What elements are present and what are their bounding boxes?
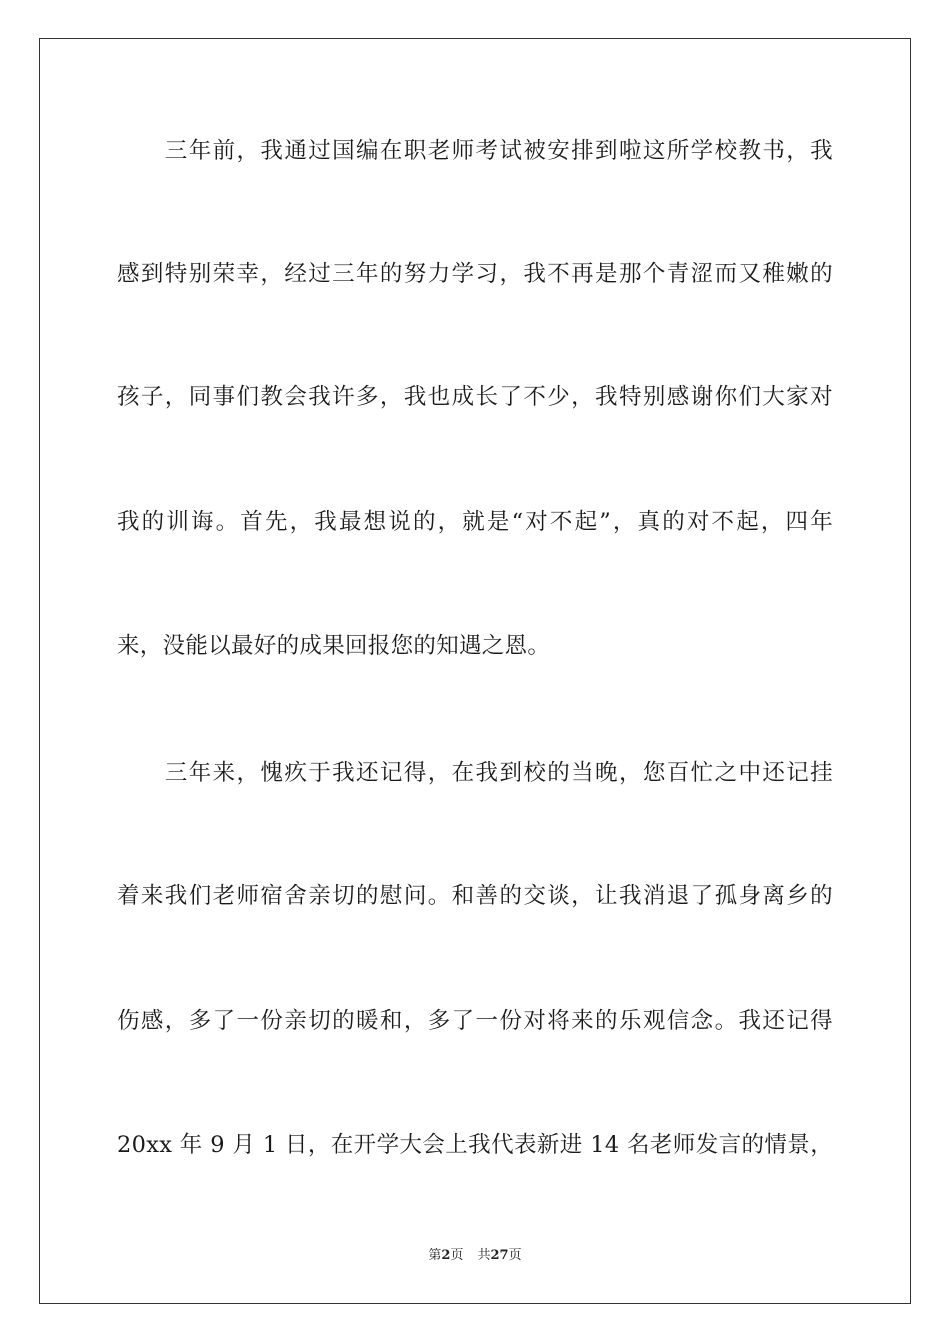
page-prefix: 第: [428, 1248, 442, 1263]
total-prefix: 共: [477, 1248, 491, 1263]
paragraph-line: 孩子，同事们教会我许多，我也成长了不少，我特别感谢你们大家对: [117, 384, 833, 410]
paragraph-line: 三年来，愧疚于我还记得，在我到校的当晚，您百忙之中还记挂: [117, 760, 833, 786]
paragraph-line: 三年前，我通过国编在职老师考试被安排到啦这所学校教书，我: [117, 138, 833, 164]
page-border: [39, 38, 911, 1304]
page-suffix: 页: [450, 1248, 464, 1263]
paragraph-line: 伤感，多了一份亲切的暖和，多了一份对将来的乐观信念。我还记得: [117, 1008, 833, 1034]
paragraph-line: 着来我们老师宿舍亲切的慰问。和善的交谈，让我消退了孤身离乡的: [117, 883, 833, 909]
page-footer: [0, 1247, 950, 1265]
page-number: 2: [441, 1248, 451, 1263]
total-pages: 27: [490, 1248, 509, 1263]
paragraph-line: 我的训诲。首先，我最想说的，就是“对不起”，真的对不起，四年: [117, 509, 833, 535]
paragraph-line: 来，没能以最好的成果回报您的知遇之恩。: [117, 633, 551, 659]
paragraph-line: 感到特别荣幸，经过三年的努力学习，我不再是那个青涩而又稚嫩的: [117, 261, 833, 287]
paragraph-line: 20xx 年 9 月 1 日，在开学大会上我代表新进 14 名老师发言的情景，: [117, 1132, 833, 1158]
total-suffix: 页: [508, 1248, 522, 1263]
